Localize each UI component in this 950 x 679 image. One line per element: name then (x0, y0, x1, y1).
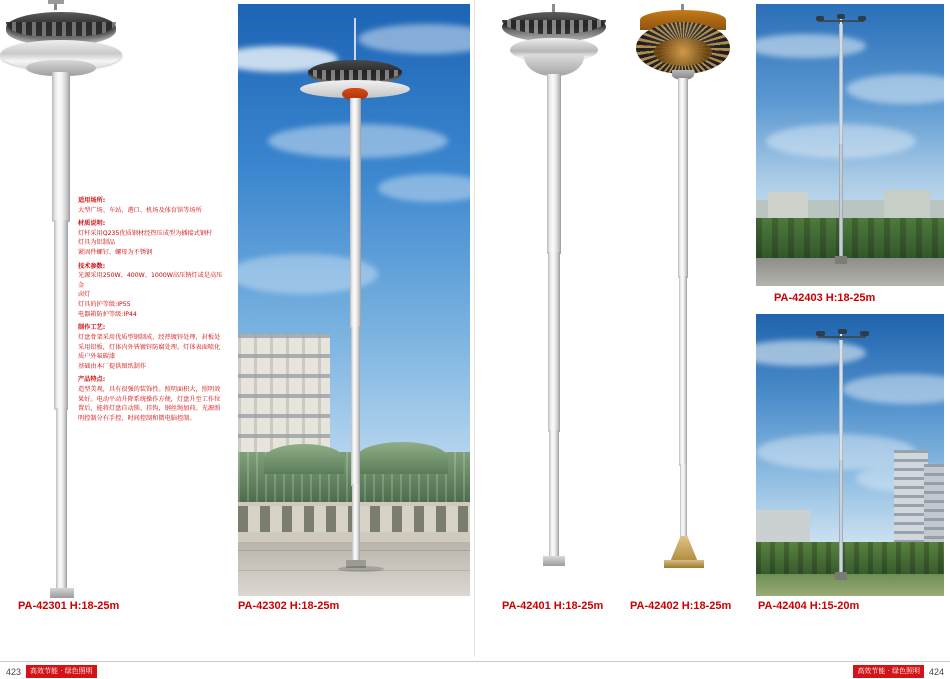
spec-section: 材质说明: 灯杆采用Q235优质钢材经热压成型为插接式钢杆 灯具为铝制品 紧固件螺钉、螺母为不锈钢 (78, 220, 213, 257)
figure-caption: PA-42401 H:18-25m (502, 600, 604, 612)
figure-pa42402 (628, 4, 738, 596)
figure-caption: PA-42302 H:18-25m (238, 600, 340, 612)
footer-divider (0, 661, 950, 662)
figure-caption: PA-42301 H:18-25m (18, 600, 120, 612)
page-number-left: 423 (6, 667, 22, 677)
spec-section: 适用场所: 大型广场、车站、港口、机场及体育馆等场所 (78, 197, 202, 214)
footer-brand-right: 高效节能 · 绿色照明 (853, 665, 924, 678)
figure-caption: PA-42403 H:18-25m (774, 292, 876, 304)
figure-caption: PA-42402 H:18-25m (630, 600, 732, 612)
footer-brand-left: 高效节能 · 绿色照明 (26, 665, 97, 678)
specification-text (78, 196, 228, 427)
page-gutter (474, 0, 475, 657)
spec-section: 产品特点: 造型美观，具有很强的装饰性。照明面积大，照明效 果好。电动平动升降系统操作方便，灯盘升至工作位 置后，能将灯盘自动锁、挂钩，钢丝绳加荷。光源照 明控制分有手控、时间控制和微电脑控制。 (78, 376, 221, 422)
page-number-right: 424 (928, 667, 944, 677)
figure-pa42401 (500, 4, 610, 596)
figure-pa42404 (756, 314, 944, 596)
figure-pa42301 (0, 0, 232, 640)
figure-caption: PA-42404 H:15-20m (758, 600, 860, 612)
spec-section: 制作工艺: 灯盘骨架采用优质型钢制成，经热镀锌处理，封板处 采用铝板，灯体内外皆镀锌防腐处理。灯体表面喷化 质户外氟碳漆 基础由本厂提供图纸制作 (78, 324, 221, 370)
spec-section: 技术参数: 光源采用250W、400W、1000W高压钠灯或是高压金 卤灯 灯具的护等级:IP55 电器箱防护等级:IP44 (78, 262, 223, 318)
figure-pa42302 (238, 4, 470, 596)
figure-pa42403 (756, 4, 944, 286)
